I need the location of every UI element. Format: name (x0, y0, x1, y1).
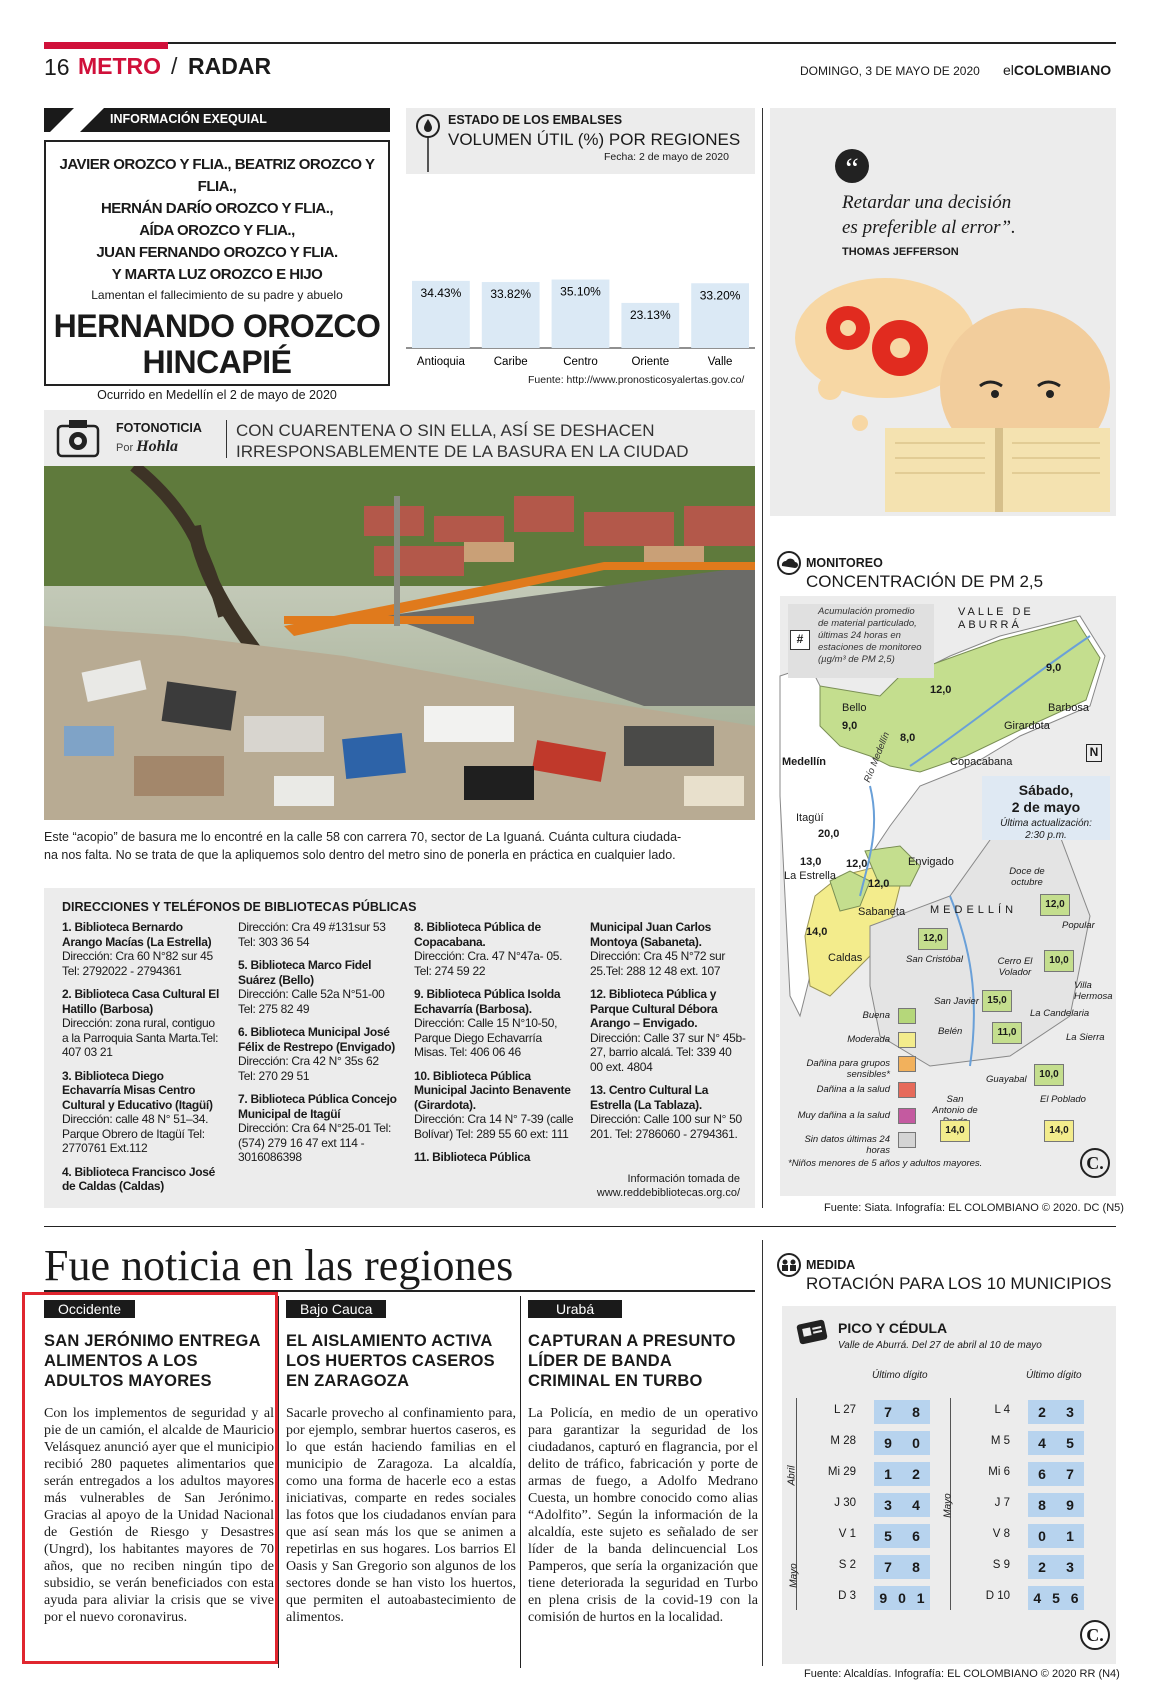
town-label: Copacabana (950, 756, 1013, 768)
library-entry: 3. Biblioteca Diego Echavarría Misas Centro Cultural y Educativo (Itagüí) Dirección: calle 48 N° 51–34. Parque Obrero de Itagüí Tel: 2770761 Ext.112 (62, 1068, 213, 1155)
town-label: Sabaneta (858, 906, 906, 918)
legend-label: Muy dañina a la salud (797, 1110, 890, 1121)
comuna-value: 14,0 (1044, 1120, 1074, 1142)
chart-category-label: Valle (707, 356, 733, 368)
fotonoticia-title (236, 420, 689, 462)
legend-swatch (898, 1056, 916, 1072)
library-entry: 13. Centro Cultural La Estrella (La Tablaza). Dirección: Calle 100 sur N° 50 201. Tel: 2786060 - 2794361. (590, 1083, 742, 1141)
town-value: 12,0 (930, 684, 952, 696)
photo-caption (44, 828, 755, 864)
pico-digit: 9 (1066, 1497, 1074, 1513)
comuna-value: 10,0 (1034, 1064, 1064, 1086)
drop-icon (414, 112, 442, 172)
valle-label: VALLE DE ABURRÁ (958, 606, 1034, 631)
region-tag: Urabá (528, 1300, 622, 1318)
library-entry: 5. Biblioteca Marco Fidel Suárez (Bello) Dirección: Calle 52a N°51-00 Tel: 275 82 49 (238, 958, 385, 1016)
pico-day: S 2 (838, 1559, 856, 1571)
town-label: Bello (842, 702, 867, 714)
article-uraba (528, 1300, 758, 1626)
article-body: La Policía, en medio de un operativo para garantizar la seguridad de los ciudadanos, capturó en flagrancia, por el delito de tráfico, fabricación y porte de armas de fuego, a Adolfo Medrano Cuesta, un hombre conocido como alias “Adolfito”. Según la información de la alcaldía, este sujeto es señalado de ser líder de la banda delincuencial Los Pamperos, que sería la organización que tiene deteriorada la seguridad en Turbo en plena crisis de la covid-19 con la comisión de hurtos en la localidad. (528, 1406, 758, 1625)
month-label: Abril (786, 1465, 798, 1486)
pico-digit: 0 (1038, 1528, 1046, 1544)
article-headline: SAN JERÓNIMO ENTREGA ALIMENTOS A LOS ADULTOS MAYORES (44, 1332, 261, 1390)
pico-digits (874, 1431, 930, 1455)
library-entry: 2. Biblioteca Casa Cultural El Hatillo (Barbosa) Dirección: zona rural, contiguo a la Parroquia Santa Marta.Tel: 407 03 21 (62, 987, 220, 1059)
embalses-date: Fecha: 2 de mayo de 2020 (604, 151, 729, 163)
quote-line: Retardar una decisión (842, 192, 1012, 213)
pico-digit: 6 (912, 1528, 920, 1544)
pico-digit: 4 (912, 1497, 920, 1513)
library-entry: 11. Biblioteca Pública (414, 1150, 531, 1164)
pico-day: L 4 (994, 1404, 1010, 1416)
month-label: Mayo (788, 1563, 800, 1588)
bibliotecas-column-1 (62, 920, 222, 1203)
chart-value-label: 33.20% (699, 288, 741, 303)
town-label: Medellín (782, 756, 827, 768)
article-body: Sacarle provecho al confinamiento para, por ejemplo, sembrar huertos caseros, es lo que están haciendo familias en el municipio de Zaragoza. La alcaldía, como una forma de hacerle eco a estas iniciativas, comparte en redes sociales las fotos que los ciudadanos envían para que así sean más los que se animen a repetirlas en sus hogares. Los barrios El Oasis y San Gregorio son algunos de los sectores donde se han visto los huertos, que permiten el autoabastecimiento de alimentos. (286, 1406, 516, 1625)
garbage-photo (44, 466, 755, 820)
byline-por: Por (116, 442, 134, 454)
region-tag: Bajo Cauca (286, 1300, 386, 1318)
pico-digit: 3 (884, 1497, 892, 1513)
digit-column-header: Último dígito (872, 1370, 928, 1381)
library-entry: 1. Biblioteca Bernardo Arango Macías (La Estrella) Dirección: Cra 60 N°82 sur 45 Tel: 2792022 - 2794361 (62, 920, 213, 978)
embalses-kicker: ESTADO DE LOS EMBALSES (448, 113, 623, 127)
subsection-name: RADAR (188, 53, 272, 79)
library-entry: 6. Biblioteca Municipal José Félix de Restrepo (Envigado) Dirección: Cra 42 N° 35s 62 Tel: 270 29 51 (238, 1025, 395, 1083)
north-arrow: N (1086, 744, 1102, 762)
comuna-label: San Antonio de (932, 1094, 978, 1116)
lament-text: Lamentan el fallecimiento de su padre y abuelo (91, 288, 343, 302)
pico-digit: 5 (1052, 1590, 1060, 1606)
legend-swatch (898, 1008, 916, 1024)
town-label: Itagüí (796, 812, 824, 824)
library-entry: 4. Biblioteca Francisco José de Caldas (Caldas) (62, 1164, 215, 1193)
brand-prefix: el (1003, 62, 1014, 78)
pico-digit: 0 (898, 1590, 906, 1606)
crowd-icon (776, 1252, 802, 1282)
section-name: METRO (78, 53, 162, 79)
chart-value-label: 34.43% (420, 285, 462, 300)
chart-value-label: 33.82% (490, 287, 532, 302)
pico-day: D 10 (985, 1590, 1010, 1602)
comuna-label: El Poblado (1040, 1094, 1086, 1105)
deceased-name (46, 308, 388, 380)
family-line: AÍDA OROZCO Y FLIA., (139, 222, 295, 239)
pico-day: L 27 (834, 1404, 856, 1416)
month-label: Mayo (942, 1493, 954, 1518)
article-body: Con los implementos de seguridad y al pie de un camión, el alcalde de Mauricio Velásquez anunció ayer que el municipio recibió 280 paquetes alimentarios que serán entregados a los adultos mayores más vulnerables de San Jerónimo. Gracias al apoyo de la Unidad Nacional de Gestión de Riesgo y Desastres (Ungrd), los habitantes mayores de 70 años, que no reciben ningún tipo de subsidio, se verán beneficiados con esta ayuda para aliviar la crisis que se vive por el nuevo coronavirus. (44, 1406, 274, 1625)
pico-digits (1028, 1462, 1084, 1486)
article-headline: CAPTURAN A PRESUNTO LÍDER DE BANDA CRIMINAL EN TURBO (528, 1332, 736, 1390)
comuna-label: Guayabal (986, 1074, 1027, 1085)
comuna-label: La Sierra (1066, 1032, 1105, 1043)
pico-day: V 1 (838, 1528, 856, 1540)
monitoreo-title: CONCENTRACIÓN DE PM 2,5 (806, 572, 1044, 591)
top-rule (44, 42, 1116, 44)
comuna-value: 11,0 (992, 1022, 1022, 1044)
exequial-tab-label: INFORMACIÓN EXEQUIAL (110, 112, 267, 126)
pico-digits (1028, 1431, 1084, 1455)
town-value: 12,0 (846, 858, 868, 870)
reader-illustration (790, 268, 1110, 512)
pico-day: V 8 (992, 1528, 1010, 1540)
family-line: Y MARTA LUZ OROZCO E HIJO (111, 266, 323, 283)
medida-title: ROTACIÓN PARA LOS 10 MUNICIPIOS (806, 1274, 1112, 1293)
pico-digit: 4 (1033, 1590, 1042, 1606)
column-rule (762, 108, 763, 1208)
legend-label: Sin datos últimas 24 horas (804, 1134, 890, 1156)
medida-kicker: MEDIDA (806, 1258, 856, 1272)
column-divider (520, 1296, 521, 1668)
legend-label: Buena (862, 1010, 890, 1021)
pico-digit: 4 (1038, 1435, 1046, 1451)
town-label: La Estrella (784, 870, 836, 882)
svg-text:“: “ (845, 152, 859, 184)
pico-digit: 3 (1066, 1404, 1074, 1420)
pico-digit: 7 (1066, 1466, 1074, 1482)
legend-swatch (898, 1082, 916, 1098)
regions-title: Fue noticia en las regiones (44, 1241, 514, 1290)
section-rule (44, 1226, 1116, 1227)
pico-digit: 8 (912, 1404, 920, 1420)
pico-digits (874, 1462, 930, 1486)
bibliotecas-source (594, 1172, 740, 1200)
legend-label: Dañina a la salud (816, 1084, 890, 1095)
highlight-box (22, 1292, 278, 1664)
family-line: HERNÁN DARÍO OROZCO Y FLIA., (100, 200, 334, 217)
town-value: 20,0 (818, 828, 840, 840)
medida-source: Fuente: Alcaldías. Infografía: EL COLOMBIANO © 2020 RR (N4) (804, 1668, 1120, 1680)
embalses-title: VOLUMEN ÚTIL (%) POR REGIONES (448, 130, 741, 149)
pico-digits (1028, 1586, 1084, 1610)
comuna-label: Belén (938, 1026, 963, 1037)
pico-digits (874, 1524, 930, 1548)
pico-digits (874, 1586, 930, 1610)
family-line: JUAN FERNANDO OROZCO Y FLIA. (96, 244, 338, 261)
page-number: 16 (44, 54, 70, 80)
edition-date: DOMINGO, 3 DE MAYO DE 2020 (800, 64, 980, 78)
chart-category-label: Centro (563, 356, 598, 368)
colombiano-logo-icon: C. (1080, 1148, 1110, 1178)
section-color-bar (44, 42, 168, 49)
camera-icon (52, 412, 104, 464)
comuna-value: 10,0 (1044, 950, 1074, 972)
deceased-name-line: HERNANDO OROZCO (53, 308, 381, 344)
comuna-label: Popular (1062, 920, 1095, 931)
pico-day: J 7 (994, 1497, 1010, 1509)
town-value: 9,0 (842, 720, 858, 732)
source-line: www.reddebibliotecas.org.co/ (596, 1187, 740, 1199)
library-entry: 10. Biblioteca Pública Municipal Jacinto Benavente (Girardota). Dirección: Cra 14 N° 7-39 (calle Bolívar) Tel: 289 55 60 ext: 111 (414, 1068, 574, 1141)
town-value: 13,0 (800, 856, 822, 868)
comuna-label: San Javier (934, 996, 979, 1007)
pico-digit: 8 (1038, 1497, 1046, 1513)
pico-digits (1028, 1524, 1084, 1548)
source-line: Información tomada de (627, 1173, 740, 1185)
monitoreo-source: Fuente: Siata. Infografía: EL COLOMBIANO © 2020. DC (N5) (824, 1202, 1124, 1214)
pico-digit: 7 (884, 1404, 892, 1420)
chart-value-label: 23.13% (629, 307, 671, 322)
quote-marks-icon (834, 148, 870, 184)
pico-digits (1028, 1400, 1084, 1424)
colombiano-logo-icon: C. (1080, 1620, 1110, 1650)
caption-line: Este “acopio” de basura me lo encontré en la calle 58 con carrera 70, sector de La Iguaná. Cuánta cultura ciudada- (44, 830, 682, 844)
fotonoticia-byline (116, 438, 178, 456)
library-entry: Dirección: Cra 49 #131sur 53 Tel: 303 36 54 (238, 920, 386, 949)
chart-value-label: 35.10% (560, 284, 601, 299)
quote-text (842, 190, 1016, 240)
pico-digit: 1 (884, 1466, 892, 1482)
pico-digit: 7 (884, 1559, 892, 1575)
section-separator: / (171, 53, 178, 79)
town-value: 9,0 (1046, 662, 1062, 674)
family-line: JAVIER OROZCO Y FLIA., BEATRIZ OROZCO Y FLIA., (59, 156, 375, 195)
pico-day: S 9 (992, 1559, 1010, 1571)
library-entry: 7. Biblioteca Pública Concejo Municipal de Itagüí Dirección: Cra 64 N°25-01 Tel: (574) 279 16 47 ext 114 - 3016086398 (238, 1092, 397, 1164)
article-headline: EL AISLAMIENTO ACTIVA LOS HUERTOS CASEROS EN ZARAGOZA (286, 1332, 495, 1390)
region-tag: Occidente (44, 1300, 135, 1318)
occurred-text: Ocurrido en Medellín el 2 de mayo de 2020 (97, 388, 337, 402)
comuna-value: 12,0 (1040, 894, 1070, 916)
chart-category-label: Antioquia (416, 356, 465, 368)
legend-swatch (898, 1132, 916, 1148)
legend-label: Moderada (847, 1034, 890, 1045)
header-divider (226, 420, 227, 458)
deceased-name-line: HINCAPIÉ (142, 344, 292, 380)
comuna-label: San Cristóbal (906, 954, 964, 965)
bibliotecas-column-4 (590, 920, 746, 1150)
library-entry: Municipal Juan Carlos Montoya (Sabaneta). Dirección: Cra 45 N°72 sur 25.Tel: 288 12 48 ext. 107 (590, 920, 726, 978)
quote-author: THOMAS JEFFERSON (842, 246, 959, 258)
pico-cedula-subtitle: Valle de Aburrá. Del 27 de abril al 10 de mayo (838, 1340, 1042, 1351)
pico-digits (874, 1493, 930, 1517)
monitoreo-kicker: MONITOREO (806, 556, 883, 570)
town-label: Envigado (908, 856, 954, 868)
town-label: Barbosa (1048, 702, 1089, 714)
title-line: IRRESPONSABLEMENTE DE LA BASURA EN LA CIUDAD (236, 442, 689, 461)
legend-label: Dañina para grupos sensibles* (806, 1058, 890, 1080)
legend-swatch (898, 1032, 916, 1048)
pico-digit: 0 (912, 1435, 920, 1451)
pico-digit: 2 (912, 1466, 920, 1482)
pico-digit: 1 (916, 1590, 925, 1606)
caption-line: na nos falta. No se trata de que la apliquemos solo dentro del metro sino de ponerla en práctica en cualquier lado. (44, 848, 676, 862)
comuna-value: 15,0 (982, 990, 1012, 1012)
river-label: Río Medellín (862, 730, 893, 785)
pico-digit: 9 (879, 1590, 888, 1606)
pico-digit: 3 (1066, 1559, 1074, 1575)
comuna-label: Doce de octubre (1009, 866, 1045, 888)
town-value: 8,0 (900, 732, 916, 744)
pico-digits (874, 1555, 930, 1579)
library-entry: 12. Biblioteca Pública y Parque Cultural Débora Arango – Envigado. Dirección: Calle 37 sur N° 45b-27, barrio alcalá. Tel: 339 40 00 ext. 4804 (590, 987, 746, 1074)
pico-digits (1028, 1493, 1084, 1517)
embalses-bar-chart (406, 270, 755, 368)
map-footnote: *Niños menores de 5 años y adultos mayores. (788, 1158, 983, 1169)
pico-day: J 30 (834, 1497, 856, 1509)
author-signature: Hohla (136, 438, 178, 455)
map-date: Sábado, 2 de mayo (1011, 782, 1081, 815)
chart-category-label: Oriente (631, 356, 670, 368)
chart-category-label: Caribe (493, 356, 528, 368)
title-line: CON CUARENTENA O SIN ELLA, ASÍ SE DESHACEN (236, 421, 655, 440)
exequial-notice (44, 140, 390, 402)
pico-digits (1028, 1555, 1084, 1579)
pico-digit: 2 (1038, 1404, 1046, 1420)
comuna-label: Villa Hermosa (1074, 980, 1113, 1002)
brand-name: COLOMBIANO (1013, 62, 1112, 78)
pico-day: M 5 (990, 1435, 1010, 1447)
legend-swatch (898, 1108, 916, 1124)
map-update: Última actualización: 2:30 p.m. (1000, 818, 1092, 841)
pico-day: D 3 (838, 1590, 856, 1602)
pico-digits (874, 1400, 930, 1424)
comuna-label: La Candelaria (1030, 1008, 1090, 1019)
article-bajo-cauca (286, 1300, 516, 1626)
pico-digit: 6 (1038, 1466, 1046, 1482)
pico-day: M 28 (830, 1435, 856, 1447)
map-note: Acumulación promedio de material particulado, últimas 24 horas en estaciones de monitoreo (µg/m³ de PM 2,5) (818, 606, 922, 665)
pico-digit: 5 (1066, 1435, 1074, 1451)
fotonoticia-label: FOTONOTICIA (116, 421, 202, 435)
cloud-icon (776, 550, 802, 580)
library-entry: 8. Biblioteca Pública de Copacabana. Dirección: Cra. 47 N°47a- 05. Tel: 274 59 22 (414, 920, 563, 978)
id-card-icon (796, 1318, 830, 1348)
pico-cedula-title: PICO Y CÉDULA (838, 1320, 948, 1336)
pico-day: Mi 6 (988, 1466, 1010, 1478)
column-divider (278, 1296, 279, 1668)
embalses-source: Fuente: http://www.pronosticosyalertas.gov.co/ (528, 374, 745, 386)
comuna-value: 14,0 (940, 1120, 970, 1142)
town-label: Caldas (828, 952, 863, 964)
bibliotecas-column-3 (414, 920, 576, 1174)
library-entry: 9. Biblioteca Pública Isolda Echavarría (Barbosa). Dirección: Calle 15 N°10-50, Parque Diego Echavarría Misas. Tel: 406 06 46 (414, 987, 561, 1059)
digit-column-header: Último dígito (1026, 1370, 1082, 1381)
town-value: 12,0 (868, 878, 890, 890)
exequial-tab (44, 108, 390, 132)
bibliotecas-column-2 (238, 920, 398, 1174)
comuna-value: 12,0 (918, 928, 948, 950)
town-label: Girardota (1004, 720, 1050, 732)
pico-digit: 9 (884, 1435, 892, 1451)
pico-day: Mi 29 (827, 1466, 856, 1478)
town-value: 14,0 (806, 926, 828, 938)
pico-digit: 6 (1070, 1590, 1079, 1606)
comuna-label: Cerro El Volador (997, 956, 1033, 978)
medellin-label: MEDELLÍN (930, 904, 1018, 916)
bibliotecas-title: DIRECCIONES Y TELÉFONOS DE BIBLIOTECAS PÚBLICAS (62, 900, 417, 914)
quote-line: es preferible al error”. (842, 217, 1016, 238)
pico-digit: 1 (1066, 1528, 1074, 1544)
brand-logo (1003, 62, 1111, 78)
column-rule (762, 1240, 763, 1666)
note-symbol: # (790, 630, 810, 650)
pico-digit: 2 (1038, 1559, 1046, 1575)
pico-digit: 8 (912, 1559, 920, 1575)
pico-digit: 5 (884, 1528, 892, 1544)
